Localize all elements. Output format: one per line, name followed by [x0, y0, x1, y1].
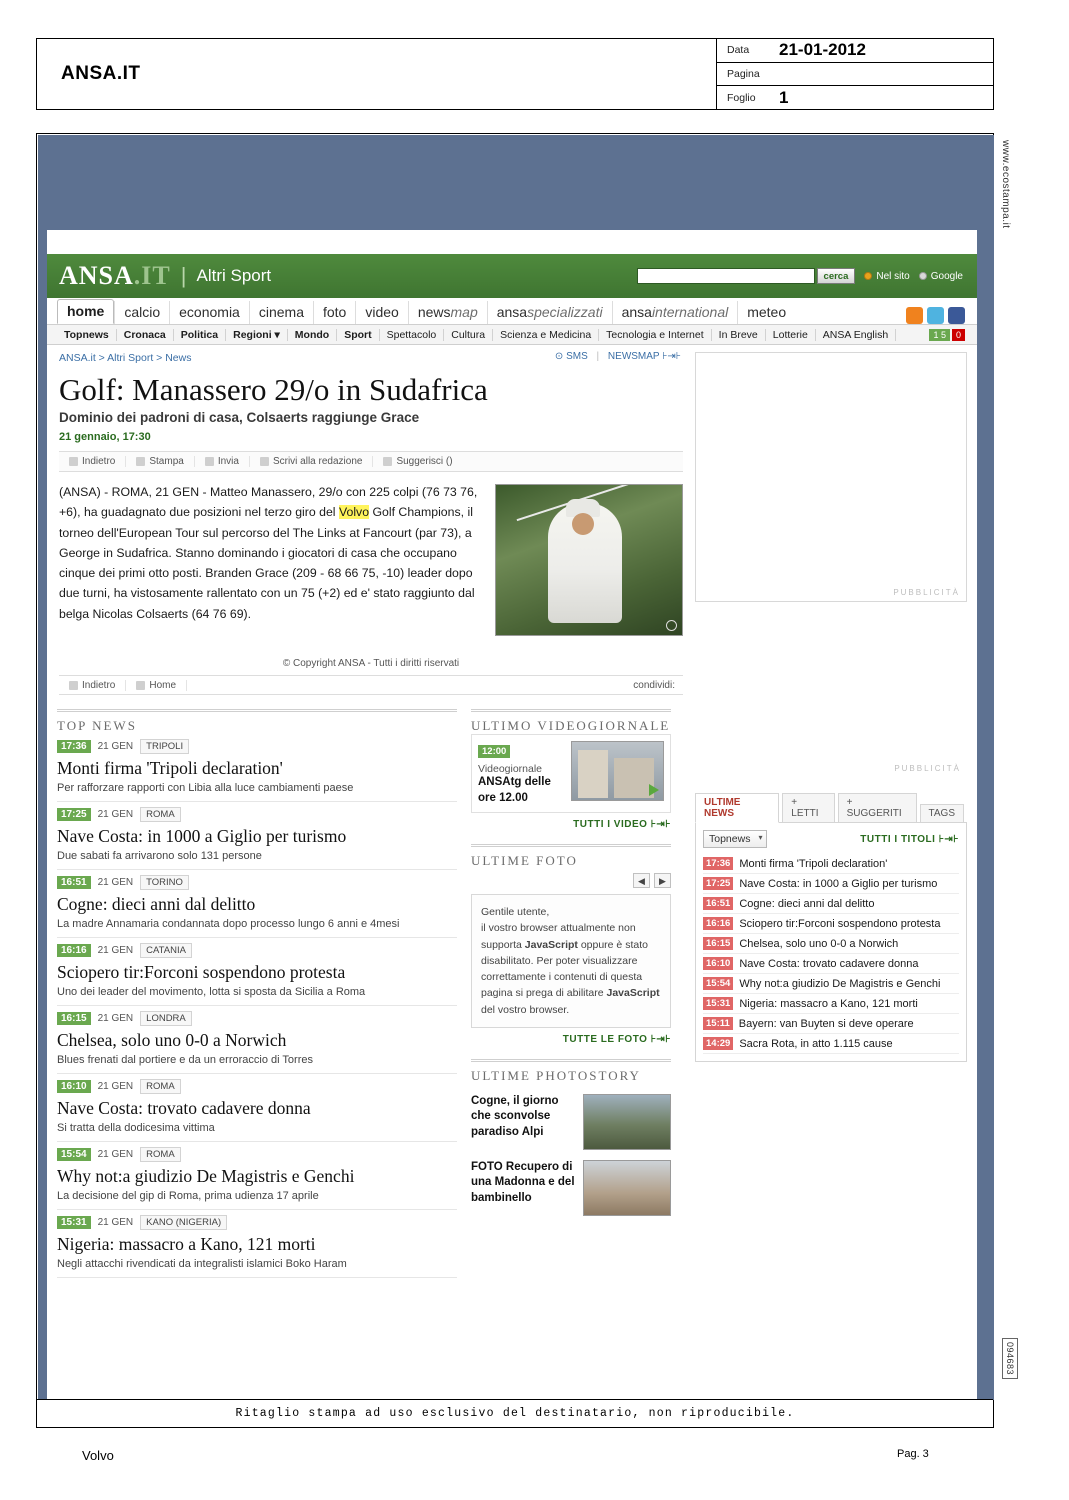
newsmap-link[interactable]: NEWSMAP ⊦⇥⊦	[607, 351, 681, 362]
list-item[interactable]	[57, 1210, 457, 1278]
logo-divider: |	[180, 263, 187, 288]
news-date: 21 GEN	[97, 741, 134, 752]
search-button[interactable]: cerca	[817, 268, 856, 284]
item-time: 14:29	[703, 1037, 733, 1050]
all-videos-link[interactable]: TUTTI I VIDEO ⊦⇥⊦	[573, 819, 671, 831]
news-tag: TORINO	[140, 875, 189, 890]
nav-item-newsmap[interactable]	[408, 301, 487, 324]
toolbar-back-button[interactable]	[59, 456, 126, 467]
clipping-masthead: ANSA.IT	[61, 63, 141, 84]
article-body	[59, 482, 683, 624]
item-time: 15:11	[703, 1017, 733, 1030]
nav-item-cinema[interactable]: cinema	[249, 301, 313, 324]
item-time: 17:25	[703, 877, 733, 890]
article-photo	[495, 484, 683, 636]
news-meta	[57, 943, 457, 958]
subnav-item-mondo[interactable]: Mondo	[288, 329, 337, 341]
article-text-post: Golf Champions, il torneo dell'European Tour sul percorso del The Links at Fancourt (par 73), a George in Sudafrica. Stanno dominando i giocatori di casa che occupano cinque dei primi otto posti. Branden Grace (209 - 68 66 75, -10) leader dopo due turni, ha vistosamente rallentato con un 75 (+2) ed e' stato raggiunto dal belga Nicolas Colsaerts (64 76 69).	[59, 505, 475, 621]
photostory-list	[471, 1094, 671, 1216]
meta-row-pagina	[717, 63, 993, 87]
sms-link[interactable]: ⊙ SMS	[554, 351, 588, 362]
news-tag: KANO (NIGERIA)	[140, 1215, 227, 1230]
news-time: 16:16	[57, 944, 91, 957]
list-item[interactable]	[703, 914, 959, 934]
badge-red: 0	[952, 329, 965, 341]
news-summary: Negli attacchi rivendicati da integralisti islamici Boko Haram	[57, 1258, 347, 1270]
list-item[interactable]	[703, 994, 959, 1014]
site-section-title: Altri Sport	[196, 266, 272, 285]
tab-ultime-news[interactable]: ULTIME NEWS	[695, 793, 779, 823]
panel-toolbar	[703, 830, 959, 848]
side-url: www.ecostampa.it	[1000, 140, 1011, 229]
item-time: 16:15	[703, 937, 733, 950]
radio-unselected-icon	[919, 272, 927, 280]
video-thumbnail[interactable]	[571, 741, 664, 801]
sub-navigation	[47, 325, 977, 345]
list-item[interactable]	[57, 1142, 457, 1210]
news-time: 17:25	[57, 808, 91, 821]
photo-zoom-icon[interactable]	[666, 620, 677, 631]
item-title[interactable]: Nigeria: massacro a Kano, 121 morti	[739, 997, 918, 1010]
news-meta	[57, 807, 457, 822]
article-dateline: 21 gennaio, 17:30	[59, 431, 151, 443]
article-text-pre: (ANSA) - ROMA, 21 GEN - Matteo Manassero, 29/o con 225 colpi (76 73 76, +6), ha guadagnato due posizioni nel terzo giro del	[59, 485, 478, 520]
lower-sections	[57, 695, 685, 1278]
list-item[interactable]	[703, 894, 959, 914]
list-item[interactable]	[703, 1034, 959, 1054]
ansa-logo-text: ANSA	[59, 261, 134, 290]
list-item[interactable]	[703, 1014, 959, 1034]
facebook-icon[interactable]	[948, 307, 965, 324]
news-title[interactable]: Monti firma 'Tripoli declaration'	[57, 758, 283, 778]
list-item[interactable]	[57, 870, 457, 938]
video-title[interactable]: ANSAtg delle ore 12.00	[478, 776, 551, 804]
article-text-highlight: Volvo	[338, 505, 370, 520]
toolbar-suggest-button[interactable]	[373, 456, 462, 467]
news-title[interactable]: Nigeria: massacro a Kano, 121 morti	[57, 1234, 316, 1254]
subnav-item-topnews[interactable]: Topnews	[57, 329, 117, 341]
nav-item-economia[interactable]: economia	[169, 301, 249, 324]
nav-item-ansainternational[interactable]	[612, 301, 738, 324]
list-item[interactable]	[703, 954, 959, 974]
tab-piu-letti[interactable]: + LETTI	[782, 793, 834, 823]
meta-label-pagina: Pagina	[727, 68, 760, 80]
nav-item-foto[interactable]: foto	[313, 301, 355, 324]
subnav-item-inbreve[interactable]: In Breve	[712, 329, 766, 341]
news-meta	[57, 875, 457, 890]
list-item[interactable]	[703, 974, 959, 994]
side-code: 094683	[1002, 1338, 1018, 1379]
search-scope-site[interactable]	[864, 271, 909, 282]
content-right-column	[695, 346, 967, 1062]
all-videos-label: TUTTI I VIDEO	[573, 819, 648, 831]
bottom-left-note: Volvo	[82, 1448, 114, 1463]
news-tag: LONDRA	[140, 1011, 192, 1026]
item-title[interactable]: Monti firma 'Tripoli declaration'	[739, 857, 888, 870]
back-icon-bottom	[69, 681, 78, 690]
article-bottom-toolbar	[59, 675, 683, 695]
news-title[interactable]: Cogne: dieci anni dal delitto	[57, 894, 256, 914]
nav-item-international-label: international	[651, 304, 729, 320]
search-scope-google-label: Google	[930, 270, 963, 282]
news-summary: Blues frenati dal portiere e da un erroraccio di Torres	[57, 1054, 313, 1066]
site-header	[47, 254, 977, 298]
golfer-face	[572, 513, 594, 535]
list-item[interactable]	[703, 874, 959, 894]
item-time: 16:10	[703, 957, 733, 970]
play-icon[interactable]	[649, 784, 659, 796]
meta-label-data: Data	[727, 44, 750, 57]
prev-photo-icon[interactable]: ◀	[633, 873, 650, 888]
subnav-item-tecnologia[interactable]: Tecnologia e Internet	[599, 329, 711, 341]
list-item[interactable]	[57, 734, 457, 802]
comment-icon	[383, 457, 392, 466]
subnav-item-sport[interactable]: Sport	[337, 329, 379, 341]
breadcrumb[interactable]: ANSA.it > Altri Sport > News	[59, 352, 192, 364]
tools-divider: |	[596, 351, 600, 362]
back-icon	[69, 457, 78, 466]
toolbar-print-button[interactable]	[126, 456, 194, 467]
clipping-meta	[716, 39, 993, 109]
news-date: 21 GEN	[97, 1013, 134, 1024]
category-select[interactable]: Topnews ▾	[703, 830, 767, 848]
subnav-item-spettacolo[interactable]: Spettacolo	[380, 329, 445, 341]
list-item[interactable]	[471, 1160, 671, 1216]
item-time: 16:16	[703, 917, 733, 930]
ansa-logo-suffix: .IT	[133, 261, 171, 290]
mail-icon	[205, 457, 214, 466]
list-item[interactable]	[57, 1074, 457, 1142]
news-meta	[57, 1215, 457, 1230]
news-summary: Si tratta della dodicesima vittima	[57, 1122, 215, 1134]
ad-banner-bottom[interactable]	[695, 612, 967, 777]
ultimenews-panel	[695, 822, 967, 1062]
media-sections	[471, 695, 671, 1278]
news-date: 21 GEN	[97, 1081, 134, 1092]
item-time: 15:54	[703, 977, 733, 990]
news-summary: La madre Annamaria condannata dopo processo lungo 6 anni e 4mesi	[57, 918, 400, 930]
item-title[interactable]: Nave Costa: in 1000 a Giglio per turismo	[739, 877, 938, 890]
article-toolbar	[59, 451, 683, 472]
article-copyright: © Copyright ANSA - Tutti i diritti riservati	[282, 658, 460, 669]
nav-item-news-label: news	[417, 304, 451, 320]
search-scope-site-label: Nel sito	[876, 270, 910, 282]
main-navigation	[47, 298, 977, 325]
subnav-item-lotterie[interactable]: Lotterie	[766, 329, 816, 341]
web-screenshot	[38, 135, 994, 1400]
news-meta	[57, 739, 457, 754]
photostory-item-title[interactable]: Cogne, il giorno che sconvolse paradiso Alpi	[471, 1094, 559, 1138]
nav-item-meteo[interactable]: meteo	[737, 301, 795, 324]
item-time: 17:36	[703, 857, 733, 870]
video-time: 12:00	[478, 745, 510, 758]
twitter-icon[interactable]	[927, 307, 944, 324]
nav-item-ansa-label-2: ansa	[621, 304, 652, 320]
share-label: condividi:	[633, 679, 675, 691]
meta-value-data: 21-01-2012	[779, 40, 866, 60]
item-title[interactable]: Sciopero tir:Forconi sospendono protesta	[739, 917, 941, 930]
topnews-title: TOP NEWS	[57, 709, 457, 734]
thumb-shape-2	[614, 758, 654, 798]
js-warning-line2: il vostro browser attualmente non supporta	[481, 922, 636, 951]
news-title[interactable]: Sciopero tir:Forconi sospendono protesta	[57, 962, 346, 982]
toolbar-print-label: Stampa	[149, 456, 184, 467]
list-item[interactable]	[703, 854, 959, 874]
topnews-section	[57, 695, 457, 1278]
next-photo-icon[interactable]: ▶	[654, 873, 671, 888]
sms-label: SMS	[566, 351, 588, 362]
search-area	[637, 268, 977, 284]
list-item[interactable]	[471, 1094, 671, 1150]
news-date: 21 GEN	[97, 945, 134, 956]
bottom-back-label: Indietro	[82, 679, 116, 691]
thumb-shape-1	[578, 750, 608, 798]
photostory-thumbnail[interactable]	[583, 1160, 671, 1216]
news-summary: Due sabati fa arrivarono solo 131 persone	[57, 850, 262, 862]
list-item[interactable]	[703, 934, 959, 954]
tab-piu-suggeriti[interactable]: + SUGGERITI	[838, 793, 917, 823]
news-tag: ROMA	[140, 1147, 181, 1162]
list-item[interactable]	[57, 938, 457, 1006]
subnav-item-cronaca[interactable]: Cronaca	[117, 329, 174, 341]
bottom-back-button[interactable]	[59, 680, 126, 691]
js-warning-line1: Gentile utente,	[481, 906, 550, 919]
news-time: 16:51	[57, 876, 91, 889]
subnav-item-politica[interactable]: Politica	[174, 329, 226, 341]
news-date: 21 GEN	[97, 809, 134, 820]
search-input[interactable]	[637, 268, 815, 284]
item-title[interactable]: Cogne: dieci anni dal delitto	[739, 897, 875, 910]
photostory-title: ULTIME PHOTOSTORY	[471, 1059, 671, 1084]
pencil-icon	[260, 457, 269, 466]
toolbar-suggest-label: Suggerisci ()	[396, 456, 453, 467]
item-title[interactable]: Why not:a giudizio De Magistris e Genchi	[739, 977, 941, 990]
bottom-home-label: Home	[149, 679, 177, 691]
news-summary: La decisione del gip di Roma, prima udienza 17 aprile	[57, 1190, 319, 1202]
home-icon	[136, 681, 145, 690]
search-scope-google[interactable]	[919, 271, 963, 282]
video-label: Videogiornale	[478, 763, 543, 775]
news-tag: ROMA	[140, 807, 181, 822]
list-item[interactable]	[57, 802, 457, 870]
ad-banner-top[interactable]	[695, 352, 967, 602]
rss-icon[interactable]	[906, 307, 923, 324]
clipping-page	[36, 133, 994, 1428]
nav-item-video[interactable]: video	[355, 301, 407, 324]
js-warning-bold1: JavaScript	[524, 938, 578, 951]
news-meta	[57, 1079, 457, 1094]
badge-green: 1 5	[929, 329, 950, 341]
meta-value-foglio: 1	[779, 87, 789, 107]
nav-item-ansaspecializzati[interactable]	[487, 301, 612, 324]
javascript-warning	[471, 894, 671, 1028]
subnav-item-scienza[interactable]: Scienza e Medicina	[493, 329, 599, 341]
article-tools-right	[555, 351, 681, 362]
item-title[interactable]: Chelsea, solo uno 0-0 a Norwich	[739, 937, 899, 950]
toolbar-back-label: Indietro	[82, 456, 116, 467]
js-warning-line3: oppure è stato disabilitato. Per poter visualizzare correttamente i contenuti di questa pagina si prega di abilitare	[481, 938, 648, 1000]
all-titles-link[interactable]: TUTTI I TITOLI ⊦⇥⊦	[860, 833, 959, 845]
news-meta	[57, 1147, 457, 1162]
news-time: 15:54	[57, 1148, 91, 1161]
content-left-column	[57, 346, 685, 1278]
nav-item-ansa-label-1: ansa	[496, 304, 528, 320]
videogiornale-item[interactable]	[471, 734, 671, 813]
toolbar-write-button[interactable]	[250, 456, 374, 467]
news-title[interactable]: Nave Costa: trovato cadavere donna	[57, 1098, 311, 1118]
news-summary: Uno dei leader del movimento, lotta si sposta da Sicilia a Roma	[57, 986, 366, 998]
news-time: 16:10	[57, 1080, 91, 1093]
toolbar-write-label: Scrivi alla redazione	[272, 456, 363, 467]
all-photos-link[interactable]: TUTTE LE FOTO ⊦⇥⊦	[562, 1033, 671, 1045]
bottom-right-note: Pag. 3	[897, 1448, 929, 1460]
news-title[interactable]: Chelsea, solo uno 0-0 a Norwich	[57, 1030, 287, 1050]
subnav-item-regioni[interactable]: Regioni ▾	[226, 329, 288, 341]
news-tag: TRIPOLI	[140, 739, 189, 754]
videogiornale-title: ULTIMO VIDEOGIORNALE	[471, 709, 671, 734]
ad-label-bottom: PUBBLICITÀ	[894, 764, 961, 773]
clipping-footer: Ritaglio stampa ad uso esclusivo del destinatario, non riproducibile.	[37, 1399, 993, 1427]
nav-item-map-label: map	[450, 304, 478, 320]
ansa-logo[interactable]	[59, 261, 171, 291]
subnav-item-cultura[interactable]: Cultura	[444, 329, 493, 341]
news-date: 21 GEN	[97, 1217, 134, 1228]
radio-selected-icon	[864, 272, 872, 280]
news-date: 21 GEN	[97, 1149, 134, 1160]
news-time: 15:31	[57, 1216, 91, 1229]
photostory-thumbnail[interactable]	[583, 1094, 671, 1150]
toolbar-send-button[interactable]	[195, 456, 250, 467]
toolbar-send-label: Invia	[217, 456, 239, 467]
photo-carousel-nav	[471, 873, 671, 888]
ansa-website	[47, 230, 977, 1400]
meta-label-foglio: Foglio	[727, 91, 756, 104]
ad-label-top: PUBBLICITÀ	[893, 588, 960, 597]
item-title[interactable]: Nave Costa: trovato cadavere donna	[739, 957, 919, 970]
tab-tags[interactable]: TAGS	[920, 804, 964, 823]
item-title[interactable]: Bayern: van Buyten si deve operare	[738, 1017, 914, 1030]
meta-row-data	[717, 39, 993, 63]
item-time: 15:31	[703, 997, 733, 1010]
js-warning-line4: del vostro browser.	[481, 1003, 570, 1016]
subnav-badges	[929, 329, 977, 341]
nav-item-specializzati-label: specializzati	[527, 304, 603, 320]
social-icons	[906, 307, 977, 324]
news-summary: Per rafforzare rapporti con Libia alla luce cambiamenti paese	[57, 782, 354, 794]
news-tag: ROMA	[140, 1079, 181, 1094]
newsmap-label: NEWSMAP	[607, 351, 660, 362]
list-item[interactable]	[57, 1006, 457, 1074]
news-time: 16:15	[57, 1012, 91, 1025]
news-date: 21 GEN	[97, 877, 134, 888]
item-title[interactable]: Sacra Rota, in atto 1.115 cause	[739, 1037, 893, 1050]
ultimenews-tabs	[695, 793, 967, 823]
article-headline: Golf: Manassero 29/o in Sudafrica	[59, 372, 488, 407]
all-photos-label: TUTTE LE FOTO	[562, 1033, 648, 1045]
news-time: 17:36	[57, 740, 91, 753]
news-title[interactable]: Nave Costa: in 1000 a Giglio per turismo	[57, 826, 347, 846]
news-tag: CATANIA	[140, 943, 192, 958]
item-time: 16:51	[703, 897, 733, 910]
news-meta	[57, 1011, 457, 1026]
subnav-item-ansaenglish[interactable]: ANSA English	[816, 329, 896, 341]
js-warning-bold2: JavaScript	[606, 987, 660, 1000]
news-title[interactable]: Why not:a giudizio De Magistris e Genchi	[57, 1166, 355, 1186]
clipping-header	[36, 38, 994, 110]
print-icon	[136, 457, 145, 466]
photostory-item-title[interactable]: FOTO Recupero di una Madonna e del bambinello	[471, 1160, 575, 1204]
page-content	[47, 346, 977, 1400]
nav-item-calcio[interactable]: calcio	[114, 301, 169, 324]
meta-row-foglio	[717, 86, 993, 109]
bottom-home-button[interactable]	[126, 680, 187, 691]
article-subheadline: Dominio dei padroni di casa, Colsaerts raggiunge Grace	[59, 410, 420, 425]
ultimefoto-title: ULTIME FOTO	[471, 844, 671, 869]
all-titles-label: TUTTI I TITOLI	[860, 833, 936, 845]
nav-item-home[interactable]: home	[57, 299, 114, 324]
